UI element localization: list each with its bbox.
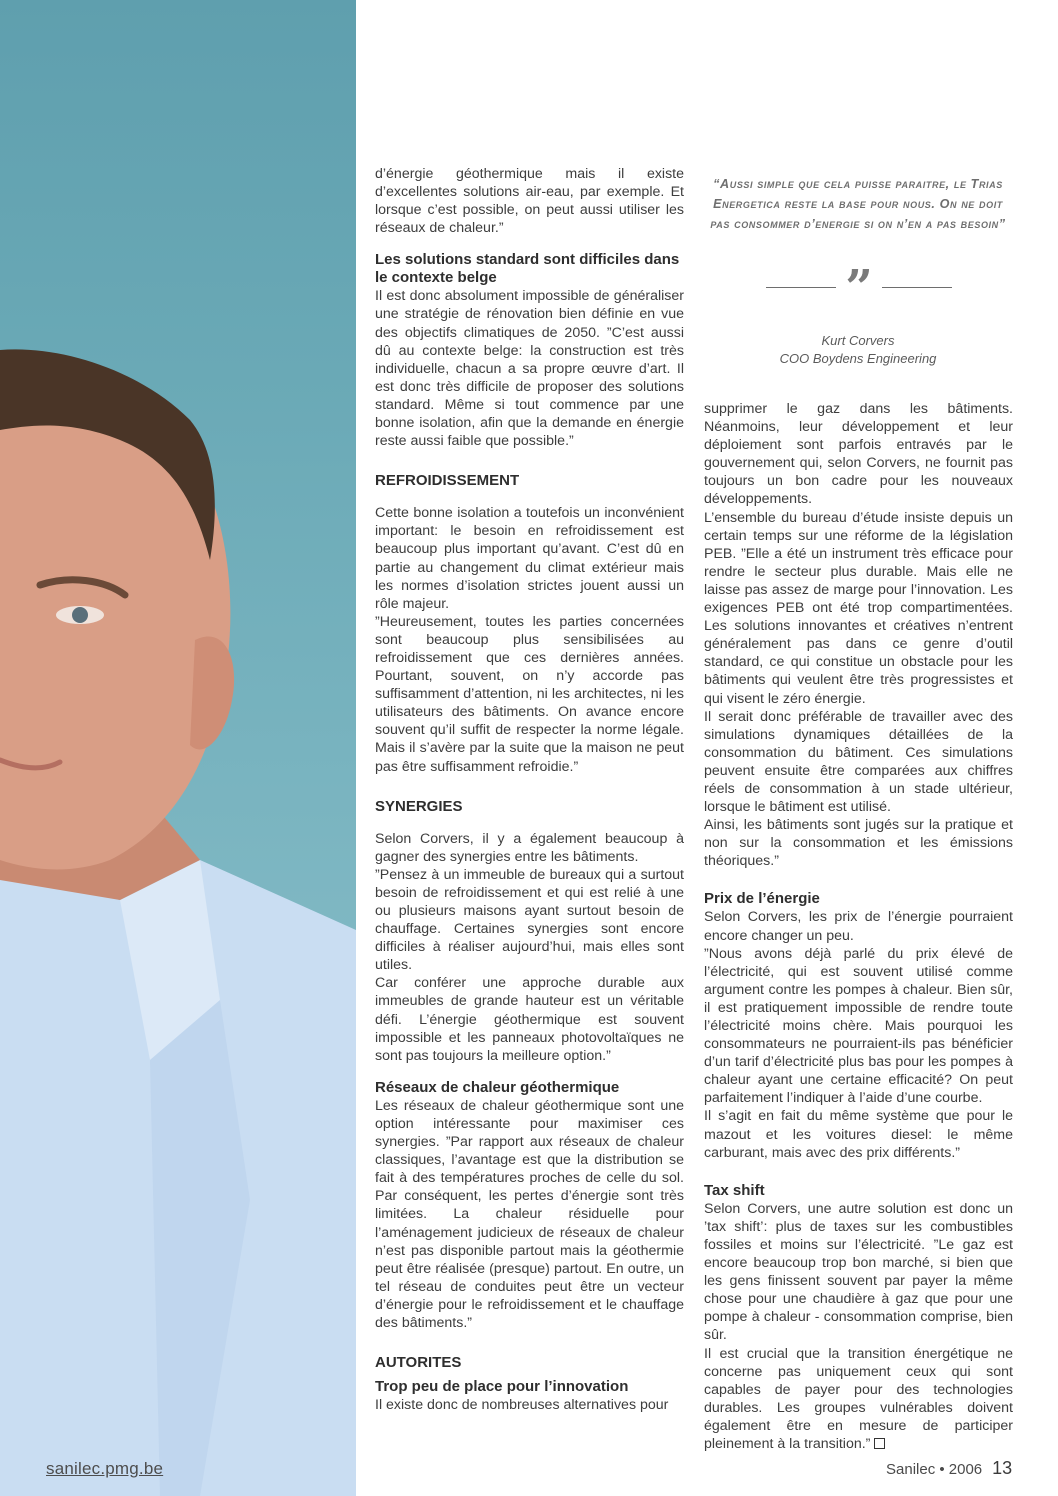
site-url-link[interactable]: sanilec.pmg.be [46, 1459, 164, 1478]
divider-line [766, 287, 836, 288]
quote-author-role: COO Boydens Engineering [779, 351, 937, 366]
paragraph: Cette bonne isolation a toutefois un inconvénient important: le besoin en refroidissement est beaucoup plus important qu’avant. C’est dû en partie au changement du climat extérieur mais les normes d’isolation strictes jouent aussi un rôle majeur. [375, 505, 684, 612]
paragraph: Selon Corvers, les prix de l’énergie pourraient encore changer un peu. [704, 909, 1013, 944]
portrait-photo [0, 0, 356, 1496]
article-column-left [375, 165, 684, 1414]
paragraph: d’énergie géothermique mais il existe d’excellentes solutions air-eau, par exemple. Et lorsque c’est possible, on peut aussi utiliser les réseaux de chaleur.” [375, 166, 684, 237]
section-heading: REFROIDISSEMENT [375, 472, 520, 490]
section-heading: Trop peu de place pour l’innovation [375, 1378, 629, 1396]
pull-quote: “Aussi simple que cela puisse paraitre, le Trias Energetica reste la base pour nous. On ne doit pas consommer d’energie si on n’en a pas besoin” [710, 177, 1006, 231]
quote-mark-divider [766, 260, 952, 316]
paragraph: Ainsi, les bâtiments sont jugés sur la pratique et non sur la consommation et les émissions théoriques.” [704, 817, 1013, 870]
quote-mark-icon: ” [845, 260, 873, 316]
page-number: 13 [992, 1458, 1013, 1478]
paragraph: Il existe donc de nombreuses alternatives pour [375, 1397, 669, 1414]
paragraph: supprimer le gaz dans les bâtiments. Néanmoins, leur développement et leur déploiement sont parfois entravés par le gouvernement qui, selon Corvers, ne fournit pas toujours un bon cadre pour les nouveaux développements. [704, 401, 1013, 508]
paragraph: Selon Corvers, une autre solution est donc un ’tax shift’: plus de taxes sur les combustibles fossiles et moins sur l’électricité. ”Le gaz est encore beaucoup trop bon marché, si bien que les gens finissent souvent par payer la même chose pour une chaudière à gaz que pour une pompe à chaleur - consommation comprise, bien sûr. [704, 1200, 1013, 1344]
section-heading: Prix de l’énergie [704, 890, 820, 908]
section-heading: Les solutions standard sont difficiles dans le contexte belge [375, 251, 680, 287]
section-heading: AUTORITES [375, 1354, 462, 1372]
paragraph-text: Il est crucial que la transition énergétique ne concerne pas uniquement ceux qui sont capables de payer pour des technologies durables. Les groupes vulnérables doivent également être en mesure de participer pleinement à la transition.” [704, 1345, 1013, 1452]
paragraph: Selon Corvers, il y a également beaucoup à gagner des synergies entre les bâtiments. [375, 830, 684, 865]
paragraph: Car conférer une approche durable aux immeubles de grande hauteur est un véritable défi. L’énergie géothermique est souvent impossible et les panneaux photovoltaïques ne sont pas toujours la meilleure option.” [375, 975, 684, 1064]
paragraph: Il est donc absolument impossible de généraliser une stratégie de rénovation bien définie en vue des objectifs climatiques de 2050. ”C’est aussi dû au contexte belge: la construction est très individuelle, chacun a sa propre œuvre d’art. Il est donc très difficile de proposer des solutions standard. Même si tout commence par une bonne isolation, afin que la demande en énergie reste aussi faible que possible.” [375, 288, 684, 450]
end-mark-icon [874, 1438, 885, 1449]
divider-line [882, 287, 952, 288]
paragraph: Les réseaux de chaleur géothermique sont une option intéressante pour maximiser ces synergies. ”Par rapport aux réseaux de chaleur classiques, l’avantage est que la distribution se fait à des températures proches de celle du sol. Par conséquent, les pertes d’énergie sont très limitées. La chaleur résiduelle pour l’aménagement judicieux de réseaux de chaleur n’est pas disponible partout mais la géothermie peut être réalisée (presque) partout. En outre, un tel réseau de conduites peut être un vecteur d’énergie pour le refroidissement et le chauffage des bâtiments.” [375, 1097, 684, 1331]
section-heading: SYNERGIES [375, 797, 463, 815]
quote-author: Kurt Corvers [821, 333, 895, 348]
paragraph: Il serait donc préférable de travailler avec des simulations dynamiques détaillées de la consommation du bâtiment. Ces simulations peuvent ensuite être comparées aux chiffres réels de consommation à un stade ultérieur, lorsque le bâtiment est utilisé. [704, 708, 1013, 816]
section-heading: Tax shift [704, 1181, 765, 1199]
section-heading: Réseaux de chaleur géothermique [375, 1078, 620, 1096]
magazine-issue: Sanilec • 2006 [886, 1461, 983, 1478]
portrait-illustration [0, 0, 356, 1496]
paragraph: ”Pensez à un immeuble de bureaux qui a surtout besoin de refroidissement et qui est relié à une ou plusieurs maisons ayant surtout besoin de chauffage. Certaines synergies sont encore difficiles à réaliser aujourd’hui, mais elles sont utiles. [375, 866, 684, 974]
paragraph: ”Heureusement, toutes les parties concernées sont beaucoup plus sensibilisées au refroidissement que ces dernières années. Pourtant, souvent, on n’y accorde pas suffisamment d’attention, ni les architectes, ni les utilisateurs des bâtiments. On avance encore souvent qu’il suffit de respecter la norme légale. Mais il s’avère par la suite que la maison ne peut pas être suffisamment refroidie.” [375, 613, 684, 775]
paragraph: Il s’agit en fait du même système que pour le mazout et les voitures diesel: le même carburant, mais avec des prix différents.” [704, 1108, 1013, 1161]
paragraph: ”Nous avons déjà parlé du prix élevé de l’électricité, qui est souvent utilisé comme argument contre les pompes à chaleur. Bien sûr, il est pratiquement impossible de rendre toute l’électricité moins chère. Mais pourquoi les consommateurs ne pourraient-ils pas bénéficier d’un tarif d’électricité plus bas pour les pompes à chaleur ayant une certaine efficacité? On peut parfaitement l’indiquer à l’aide d’une courbe. [704, 945, 1013, 1107]
paragraph [704, 1345, 1013, 1454]
page-footer [886, 1458, 1012, 1479]
article-column-right [704, 400, 1013, 1453]
paragraph: L’ensemble du bureau d’étude insiste depuis un certain temps sur une réforme de la législation PEB. ”Elle a été un instrument très efficace pour rendre le secteur plus durable. Mais elle ne laisse pas assez de marge pour l’innovation. Les exigences PEB ont été trop compartimentées. Les solutions innovantes et créatives n’entrent généralement pas dans ce genre d’outil standard, ce qui constitue un obstacle pour les bâtiments qui veulent être très progressistes et qui visent le zéro énergie. [704, 509, 1013, 707]
